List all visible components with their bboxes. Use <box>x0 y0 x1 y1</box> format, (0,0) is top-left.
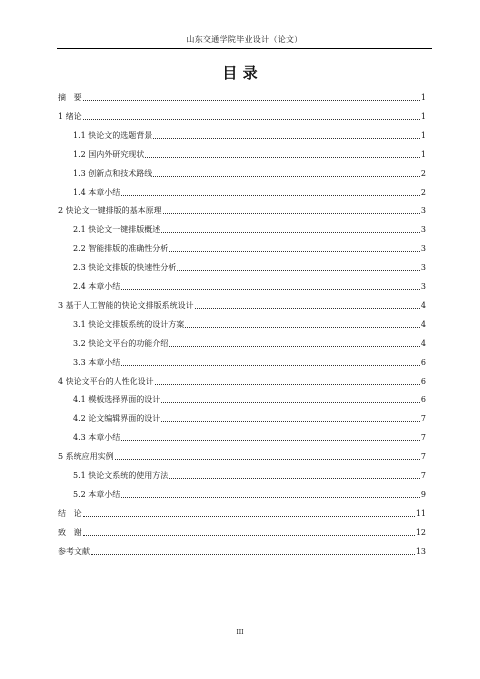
toc-entry[interactable] <box>58 448 426 462</box>
dot-leader <box>83 534 415 536</box>
dot-leader <box>115 458 420 460</box>
dot-leader <box>169 345 420 347</box>
toc-title: 目 录 <box>222 64 258 82</box>
toc-entry-title: 系统应用实例 <box>65 452 114 462</box>
toc-entry-title: 快论文平台的功能介绍 <box>88 338 169 348</box>
toc-entry-number: 参考文献 <box>58 546 90 556</box>
toc-entry-number: 5.2 <box>73 489 89 499</box>
toc-entry-number: 4 <box>58 376 66 386</box>
toc-entry-title: 绪论 <box>65 111 82 121</box>
dot-leader <box>161 401 420 403</box>
toc-entry-page: 3 <box>420 206 426 216</box>
toc-entry-title: 本章小结 <box>88 357 121 367</box>
dot-leader <box>163 212 420 214</box>
dot-leader <box>177 269 420 271</box>
dot-leader <box>121 288 420 290</box>
toc-entry-title: 本章小结 <box>88 282 121 291</box>
toc-entry[interactable] <box>73 429 426 443</box>
toc-entry-number: 5.1 <box>73 471 89 480</box>
toc-entry-number: 3.1 <box>73 319 89 329</box>
toc-entry-page: 6 <box>420 395 426 405</box>
toc-entry-page: 2 <box>420 187 426 197</box>
dot-leader <box>121 194 420 196</box>
toc-entry-page: 1 <box>420 93 426 102</box>
toc-entry-page: 3 <box>420 225 426 235</box>
dot-leader <box>83 99 420 101</box>
toc-entry-title: 快论文系统的使用方法 <box>88 471 169 480</box>
toc-entry-page: 1 <box>420 149 426 159</box>
toc-entry-number: 致 <box>58 527 66 537</box>
toc-entry-title: 谢 <box>66 527 82 537</box>
toc-entry-page: 4 <box>420 319 426 329</box>
toc-entry-page: 7 <box>420 414 426 424</box>
toc-entry[interactable] <box>58 89 426 103</box>
toc-entry-page: 6 <box>420 357 426 367</box>
toc-entry-number: 5 <box>58 452 66 462</box>
dot-leader <box>153 175 420 177</box>
toc-entry-number: 2.3 <box>73 263 89 273</box>
toc-entry-number: 1.4 <box>73 187 89 197</box>
toc-entry-number: 2.4 <box>73 282 89 291</box>
toc-entry-title: 本章小结 <box>88 489 121 499</box>
toc-entry-number: 4.3 <box>73 433 89 443</box>
toc-entry-number: 2.1 <box>73 225 89 235</box>
toc-entry[interactable] <box>73 410 426 424</box>
toc-entry[interactable] <box>58 202 426 216</box>
toc-entry-page: 3 <box>420 263 426 273</box>
toc-entry[interactable] <box>73 316 426 330</box>
toc-entry-title: 快论文一键排版概述 <box>88 225 161 235</box>
toc-entry-number: 摘 <box>58 93 66 102</box>
toc-entry-number: 4.1 <box>73 395 89 405</box>
toc-entry-title: 本章小结 <box>88 187 121 197</box>
toc-entry-number: 1.2 <box>73 149 89 159</box>
toc-entry-page: 7 <box>420 433 426 443</box>
toc-entry-number: 1 <box>58 111 66 121</box>
dot-leader <box>121 496 420 498</box>
toc-entry-number: 3.3 <box>73 357 89 367</box>
toc-entry[interactable] <box>73 467 426 481</box>
toc-entry-page: 4 <box>420 338 426 348</box>
toc-entry-title: 快论文排版系统的设计方案 <box>88 319 185 329</box>
toc-entry[interactable] <box>58 297 426 311</box>
toc-entry[interactable] <box>73 335 426 349</box>
toc-entry-number: 2.2 <box>73 244 89 254</box>
toc-entry-title: 快论文的选题背景 <box>88 130 153 140</box>
toc-entry-title: 基于人工智能的快论文排版系统设计 <box>65 300 194 310</box>
dot-leader <box>145 156 420 158</box>
toc-entry-number: 3.2 <box>73 338 89 348</box>
toc-entry-title: 创新点和技术路线 <box>88 168 153 178</box>
toc-entry[interactable] <box>73 184 426 198</box>
toc-entry-page: 13 <box>415 546 426 556</box>
toc-entry-page: 12 <box>415 527 426 537</box>
dot-leader <box>153 137 420 139</box>
toc-entry[interactable] <box>73 259 426 273</box>
toc-entry-title: 快论文平台的人性化设计 <box>65 376 154 386</box>
toc-entry-title: 论 <box>66 508 82 518</box>
toc-entry-page: 2 <box>420 168 426 178</box>
toc-entry-title: 论文编辑界面的设计 <box>88 414 161 424</box>
toc-entry[interactable] <box>58 543 426 557</box>
toc-entry-page: 4 <box>420 300 426 310</box>
toc-entry-title: 快论文排版的快速性分析 <box>88 263 177 273</box>
toc-entry[interactable] <box>73 391 426 405</box>
dot-leader <box>121 364 420 366</box>
toc-entry-page: 11 <box>415 508 426 518</box>
toc-entry[interactable] <box>73 240 426 254</box>
dot-leader <box>169 250 420 252</box>
toc-entry-page: 7 <box>420 452 426 462</box>
dot-leader <box>185 326 420 328</box>
page-header: 山东交通学院毕业设计（论文） <box>57 34 432 49</box>
toc-entry-page: 3 <box>420 282 426 291</box>
toc-entry-page: 1 <box>420 130 426 140</box>
toc-entry[interactable] <box>73 486 426 500</box>
dot-leader <box>169 477 420 479</box>
toc-entry-page: 9 <box>420 489 426 499</box>
dot-leader <box>155 383 420 385</box>
toc-entry[interactable] <box>73 146 426 160</box>
toc-entry[interactable] <box>73 221 426 235</box>
dot-leader <box>91 553 415 555</box>
toc-entry[interactable] <box>58 373 426 387</box>
toc-entry-number: 1.1 <box>73 130 89 140</box>
dot-leader <box>83 118 420 120</box>
toc-entry-page: 6 <box>420 376 426 386</box>
dot-leader <box>161 420 420 422</box>
toc-entry-number: 4.2 <box>73 414 89 424</box>
toc-entry-title: 国内外研究现状 <box>88 149 145 159</box>
toc-entry[interactable] <box>58 505 426 519</box>
toc-entry-number: 结 <box>58 508 66 518</box>
toc-entry-title: 模板选择界面的设计 <box>88 395 161 405</box>
dot-leader <box>195 307 420 309</box>
toc-entry-number: 2 <box>58 206 66 216</box>
toc-entry[interactable] <box>73 354 426 368</box>
toc-entry-page: 1 <box>420 111 426 121</box>
toc-entry[interactable] <box>58 524 426 538</box>
toc-entry[interactable] <box>73 165 426 179</box>
toc-entry-title: 本章小结 <box>88 433 121 443</box>
toc-entry-title: 要 <box>66 93 82 102</box>
dot-leader <box>121 439 420 441</box>
dot-leader <box>83 515 415 517</box>
toc-entry-title: 快论文一键排版的基本原理 <box>65 206 162 216</box>
toc-entry[interactable] <box>73 127 426 141</box>
dot-leader <box>161 231 420 233</box>
toc-entry-page: 7 <box>420 471 426 480</box>
toc-entry[interactable] <box>58 108 426 122</box>
page-number: III <box>236 629 244 636</box>
toc-entry-number: 3 <box>58 300 66 310</box>
toc-entry[interactable] <box>73 278 426 292</box>
toc-entry-number: 1.3 <box>73 168 89 178</box>
toc-entry-page: 3 <box>420 244 426 254</box>
toc-entry-title: 智能排版的准确性分析 <box>88 244 169 254</box>
